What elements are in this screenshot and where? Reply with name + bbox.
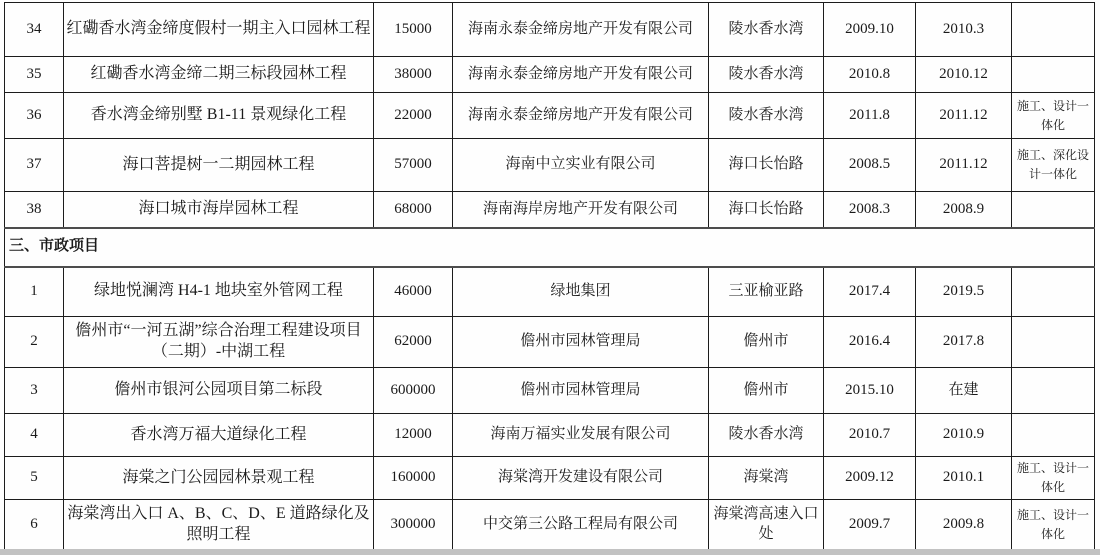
project-end-date: 2011.12: [916, 93, 1012, 139]
section-header-row: [5, 228, 1095, 267]
project-end-date: 2010.9: [916, 414, 1012, 457]
project-amount: 15000: [374, 3, 453, 57]
project-client: 海南中立实业有限公司: [453, 139, 709, 192]
row-number: 2: [5, 317, 64, 368]
project-name: 海口菩提树一二期园林工程: [64, 139, 374, 192]
table-row: [5, 93, 1095, 139]
project-start-date: 2017.4: [824, 267, 916, 317]
project-location: 海棠湾高速入口处: [709, 500, 824, 550]
project-amount: 38000: [374, 57, 453, 93]
project-name: 儋州市“一河五湖”综合治理工程建设项目（二期）-中湖工程: [64, 317, 374, 368]
table-row: [5, 414, 1095, 457]
project-client: 海南永泰金缔房地产开发有限公司: [453, 57, 709, 93]
project-start-date: 2016.4: [824, 317, 916, 368]
project-amount: 57000: [374, 139, 453, 192]
table-row: [5, 317, 1095, 368]
project-note: [1012, 317, 1095, 368]
project-amount: 600000: [374, 368, 453, 414]
table-row: [5, 3, 1095, 57]
project-end-date: 2008.9: [916, 192, 1012, 228]
project-client: 海南万福实业发展有限公司: [453, 414, 709, 457]
table-row: [5, 139, 1095, 192]
row-number: 35: [5, 57, 64, 93]
project-client: 海南海岸房地产开发有限公司: [453, 192, 709, 228]
project-name: 香水湾金缔别墅 B1-11 景观绿化工程: [64, 93, 374, 139]
project-end-date: 2017.8: [916, 317, 1012, 368]
project-client: 海棠湾开发建设有限公司: [453, 457, 709, 500]
project-start-date: 2009.12: [824, 457, 916, 500]
table-row: [5, 457, 1095, 500]
project-end-date: 2010.3: [916, 3, 1012, 57]
project-client: 绿地集团: [453, 267, 709, 317]
project-end-date: 2011.12: [916, 139, 1012, 192]
table-row: [5, 267, 1095, 317]
project-location: 陵水香水湾: [709, 93, 824, 139]
project-location: 海口长怡路: [709, 139, 824, 192]
project-amount: 22000: [374, 93, 453, 139]
row-number: 37: [5, 139, 64, 192]
project-client: 海南永泰金缔房地产开发有限公司: [453, 3, 709, 57]
project-note: 施工、设计一体化: [1012, 457, 1095, 500]
project-start-date: 2010.8: [824, 57, 916, 93]
page-bottom-edge: [0, 549, 1100, 555]
project-start-date: 2010.7: [824, 414, 916, 457]
project-client: 儋州市园林管理局: [453, 368, 709, 414]
project-client: 儋州市园林管理局: [453, 317, 709, 368]
row-number: 5: [5, 457, 64, 500]
project-end-date: 在建: [916, 368, 1012, 414]
project-amount: 12000: [374, 414, 453, 457]
project-name: 儋州市银河公园项目第二标段: [64, 368, 374, 414]
project-note: [1012, 3, 1095, 57]
project-end-date: 2019.5: [916, 267, 1012, 317]
project-note: [1012, 267, 1095, 317]
project-name: 海口城市海岸园林工程: [64, 192, 374, 228]
row-number: 36: [5, 93, 64, 139]
project-end-date: 2009.8: [916, 500, 1012, 550]
project-amount: 46000: [374, 267, 453, 317]
row-number: 1: [5, 267, 64, 317]
project-start-date: 2011.8: [824, 93, 916, 139]
project-location: 海棠湾: [709, 457, 824, 500]
project-note: [1012, 192, 1095, 228]
project-start-date: 2008.5: [824, 139, 916, 192]
project-name: 香水湾万福大道绿化工程: [64, 414, 374, 457]
project-location: 儋州市: [709, 317, 824, 368]
section-title: 三、市政项目: [5, 228, 1095, 267]
project-note: [1012, 368, 1095, 414]
project-amount: 160000: [374, 457, 453, 500]
row-number: 34: [5, 3, 64, 57]
project-amount: 62000: [374, 317, 453, 368]
project-client: 中交第三公路工程局有限公司: [453, 500, 709, 550]
project-location: 陵水香水湾: [709, 414, 824, 457]
project-amount: 68000: [374, 192, 453, 228]
project-amount: 300000: [374, 500, 453, 550]
project-name: 红磡香水湾金缔度假村一期主入口园林工程: [64, 3, 374, 57]
project-location: 三亚榆亚路: [709, 267, 824, 317]
project-location: 海口长怡路: [709, 192, 824, 228]
table-row: [5, 192, 1095, 228]
project-name: 海棠之门公园园林景观工程: [64, 457, 374, 500]
project-location: 儋州市: [709, 368, 824, 414]
project-note: 施工、设计一体化: [1012, 500, 1095, 550]
project-note: [1012, 57, 1095, 93]
project-end-date: 2010.12: [916, 57, 1012, 93]
project-start-date: 2015.10: [824, 368, 916, 414]
project-name: 海棠湾出入口 A、B、C、D、E 道路绿化及照明工程: [64, 500, 374, 550]
projects-table: [4, 2, 1095, 550]
project-end-date: 2010.1: [916, 457, 1012, 500]
project-start-date: 2008.3: [824, 192, 916, 228]
row-number: 3: [5, 368, 64, 414]
table-row: [5, 57, 1095, 93]
project-note: 施工、深化设计一体化: [1012, 139, 1095, 192]
project-note: 施工、设计一体化: [1012, 93, 1095, 139]
table-row: [5, 500, 1095, 550]
project-client: 海南永泰金缔房地产开发有限公司: [453, 93, 709, 139]
project-location: 陵水香水湾: [709, 3, 824, 57]
project-note: [1012, 414, 1095, 457]
project-name: 绿地悦澜湾 H4-1 地块室外管网工程: [64, 267, 374, 317]
row-number: 4: [5, 414, 64, 457]
project-start-date: 2009.10: [824, 3, 916, 57]
project-name: 红磡香水湾金缔二期三标段园林工程: [64, 57, 374, 93]
table-row: [5, 368, 1095, 414]
project-start-date: 2009.7: [824, 500, 916, 550]
row-number: 38: [5, 192, 64, 228]
row-number: 6: [5, 500, 64, 550]
project-location: 陵水香水湾: [709, 57, 824, 93]
